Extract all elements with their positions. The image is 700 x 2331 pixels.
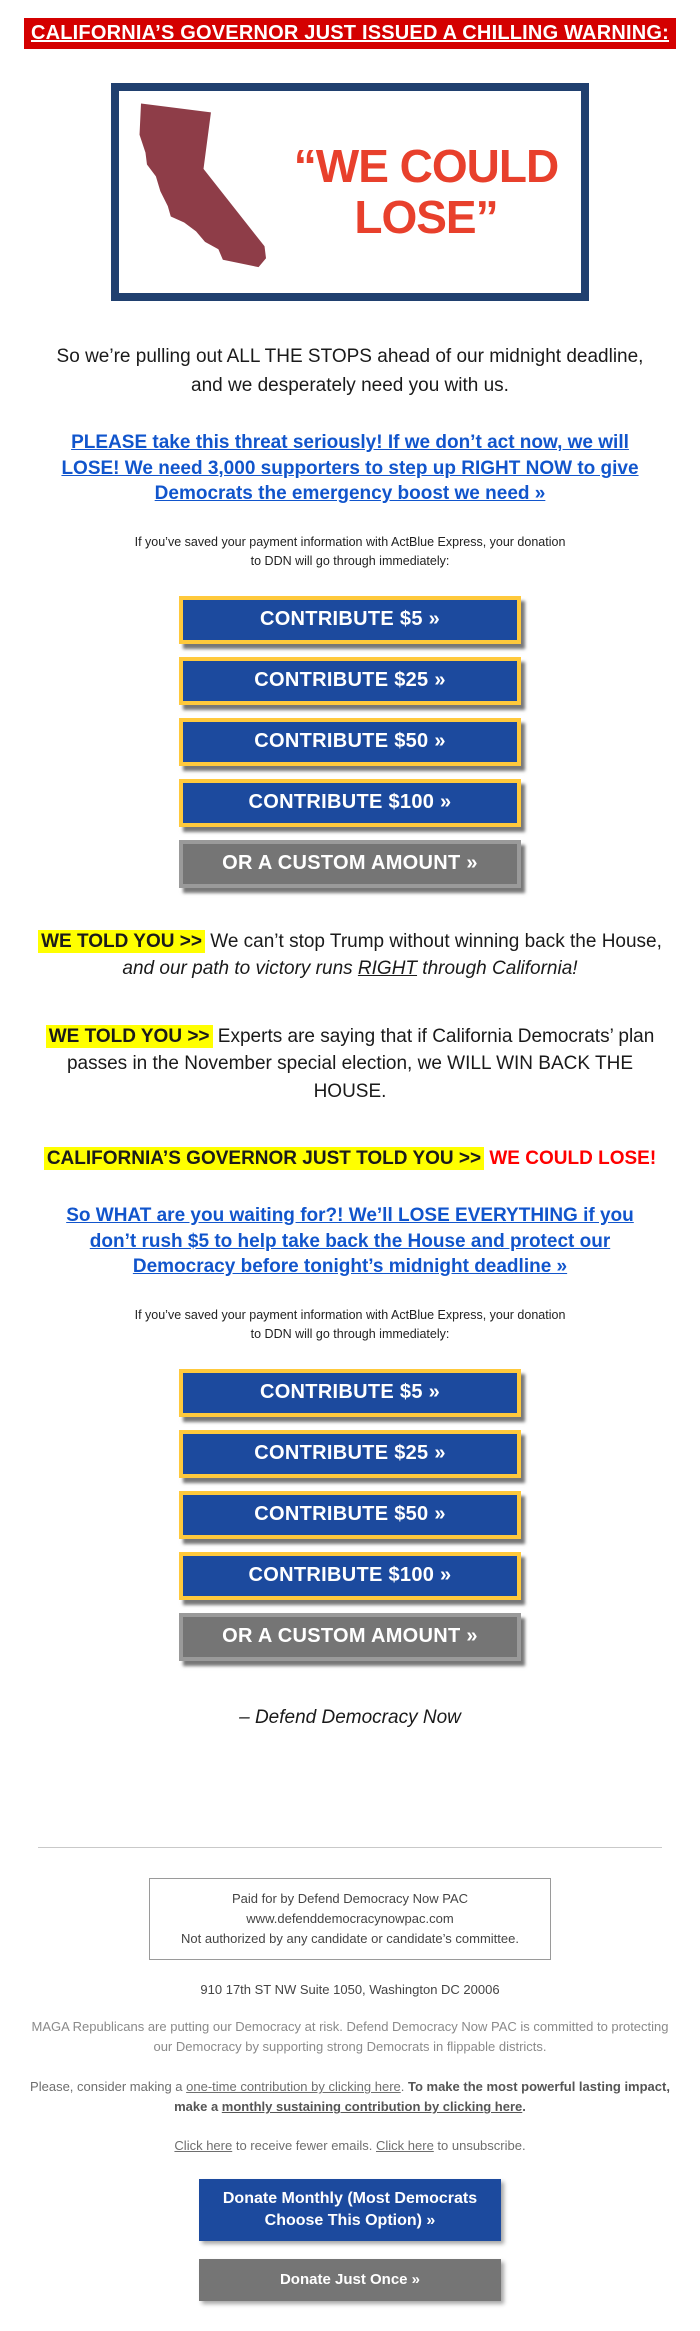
signature: – Defend Democracy Now [239, 1706, 461, 1728]
contribute-25-button[interactable]: CONTRIBUTE $25 » [179, 657, 521, 705]
actblue-note-2 [0, 1306, 700, 1345]
contribute-5-button[interactable]: CONTRIBUTE $5 » [179, 596, 521, 644]
governor-warning-line [5, 1145, 695, 1173]
contribute-100-button-2[interactable]: CONTRIBUTE $100 » [179, 1552, 521, 1600]
intro-line1: So we’re pulling out ALL THE STOPS ahead of our midnight deadline, [56, 346, 644, 367]
intro-line2: and we desperately need you with us. [191, 374, 509, 396]
contribute-25-button-2[interactable]: CONTRIBUTE $25 » [179, 1430, 521, 1478]
california-state-icon [129, 99, 281, 285]
we-could-lose-text: WE COULD LOSE! [484, 1148, 657, 1170]
disclaimer-line3: Not authorized by any candidate or candidate’s committee. [181, 1930, 519, 1946]
paid-for-disclaimer-box [149, 1878, 551, 1960]
unsubscribe-link[interactable]: Click here [376, 2137, 434, 2153]
footer-divider [38, 1847, 662, 1848]
email-preferences-text [0, 2138, 700, 2153]
mailing-address: 910 17th ST NW Suite 1050, Washington DC 20006 [200, 1982, 500, 1998]
monthly-contribution-link[interactable]: monthly sustaining contribution by clicking here [221, 2099, 523, 2115]
donate-button-group-2 [0, 1369, 700, 1661]
contribute-5-button-2[interactable]: CONTRIBUTE $5 » [179, 1369, 521, 1417]
contribute-50-button-2[interactable]: CONTRIBUTE $50 » [179, 1491, 521, 1539]
hero-graphic [111, 83, 589, 301]
told-you-2-text: Experts are saying that if California Democrats’ plan passes in the November special election, we WILL WIN BACK THE HOUSE. [66, 1025, 655, 1102]
cta1-line2: LOSE! We need 3,000 supporters to step up RIGHT NOW to give [61, 457, 639, 479]
donate-monthly-line2: Choose This Option) » [264, 2211, 436, 2229]
we-told-you-paragraph-1 [26, 928, 674, 983]
prefs-plain2: to unsubscribe. [433, 2137, 526, 2153]
maga-disclaimer-text: MAGA Republicans are putting our Democracy at risk. Defend Democracy Now PAC is committed to protecting our Democracy by supporting strong Democrats in flippable districts. [31, 2019, 669, 2055]
cta2-line2: don’t rush $5 to help take back the House and protect our [89, 1230, 611, 1252]
highlight-we-told-you-1: WE TOLD YOU >> [38, 930, 205, 953]
actblue-note-line1: If you’ve saved your payment information with ActBlue Express, your donation [134, 534, 566, 549]
donate-button-group-1 [0, 596, 700, 888]
intro-paragraph [0, 343, 700, 400]
actblue-note-line2: to DDN will go through immediately: [250, 554, 450, 569]
consider-plain2: . [400, 2079, 408, 2095]
spacer [0, 1729, 700, 1847]
cta-link-2[interactable] [14, 1203, 686, 1280]
actblue-note-2-line1: If you’ve saved your payment information with ActBlue Express, your donation [134, 1307, 566, 1322]
told-you-1-underlined: RIGHT [357, 958, 418, 980]
disclaimer-line1: Paid for by Defend Democracy Now PAC [231, 1890, 469, 1906]
donate-monthly-line1: Donate Monthly (Most Democrats [222, 2190, 478, 2208]
cta-link-1[interactable] [14, 430, 686, 507]
we-told-you-paragraph-2 [43, 1023, 657, 1106]
hero-quote-line1: “WE COULD [293, 140, 559, 193]
told-you-1-text: We can’t stop Trump without winning back the House, [204, 930, 662, 952]
actblue-note-1 [0, 533, 700, 572]
email-body [0, 18, 700, 2301]
highlight-we-told-you-2: WE TOLD YOU >> [46, 1025, 213, 1048]
custom-amount-button[interactable]: OR A CUSTOM AMOUNT » [179, 840, 521, 888]
hero-quote [281, 141, 571, 242]
donate-monthly-label [223, 2188, 477, 2231]
contribute-50-button[interactable]: CONTRIBUTE $50 » [179, 718, 521, 766]
cta1-line3: Democrats the emergency boost we need » [154, 483, 546, 505]
cta2-line3: Democracy before tonight’s midnight deadline » [132, 1256, 568, 1278]
contribution-options-text [24, 2077, 676, 2117]
hero-quote-line2: LOSE” [354, 191, 498, 243]
warning-banner[interactable]: CALIFORNIA’S GOVERNOR JUST ISSUED A CHILLING WARNING: [24, 18, 676, 49]
donate-monthly-button[interactable] [199, 2179, 501, 2241]
told-you-1-italic1: and our path to victory runs [122, 958, 358, 980]
consider-plain1: Please, consider making a [30, 2079, 187, 2095]
one-time-contribution-link[interactable]: one-time contribution by clicking here [186, 2079, 401, 2095]
custom-amount-button-2[interactable]: OR A CUSTOM AMOUNT » [179, 1613, 521, 1661]
highlight-governor-told-you: CALIFORNIA’S GOVERNOR JUST TOLD YOU >> [44, 1147, 484, 1170]
told-you-1-italic2: through California! [417, 958, 578, 980]
fewer-emails-link[interactable]: Click here [174, 2137, 233, 2153]
donate-once-button[interactable]: Donate Just Once » [199, 2259, 501, 2301]
consider-bold1: To make the most powerful lasting impact, make a [174, 2079, 670, 2115]
cta2-line1: So WHAT are you waiting for?! We’ll LOSE EVERYTHING if you [66, 1204, 634, 1226]
disclaimer-website: www.defenddemocracynowpac.com [246, 1910, 454, 1926]
actblue-note-2-line2: to DDN will go through immediately: [250, 1327, 450, 1342]
consider-bold2: . [522, 2099, 526, 2115]
prefs-plain1: to receive fewer emails. [232, 2137, 376, 2153]
cta1-line1: PLEASE take this threat seriously! If we don’t act now, we will [71, 432, 629, 453]
contribute-100-button[interactable]: CONTRIBUTE $100 » [179, 779, 521, 827]
